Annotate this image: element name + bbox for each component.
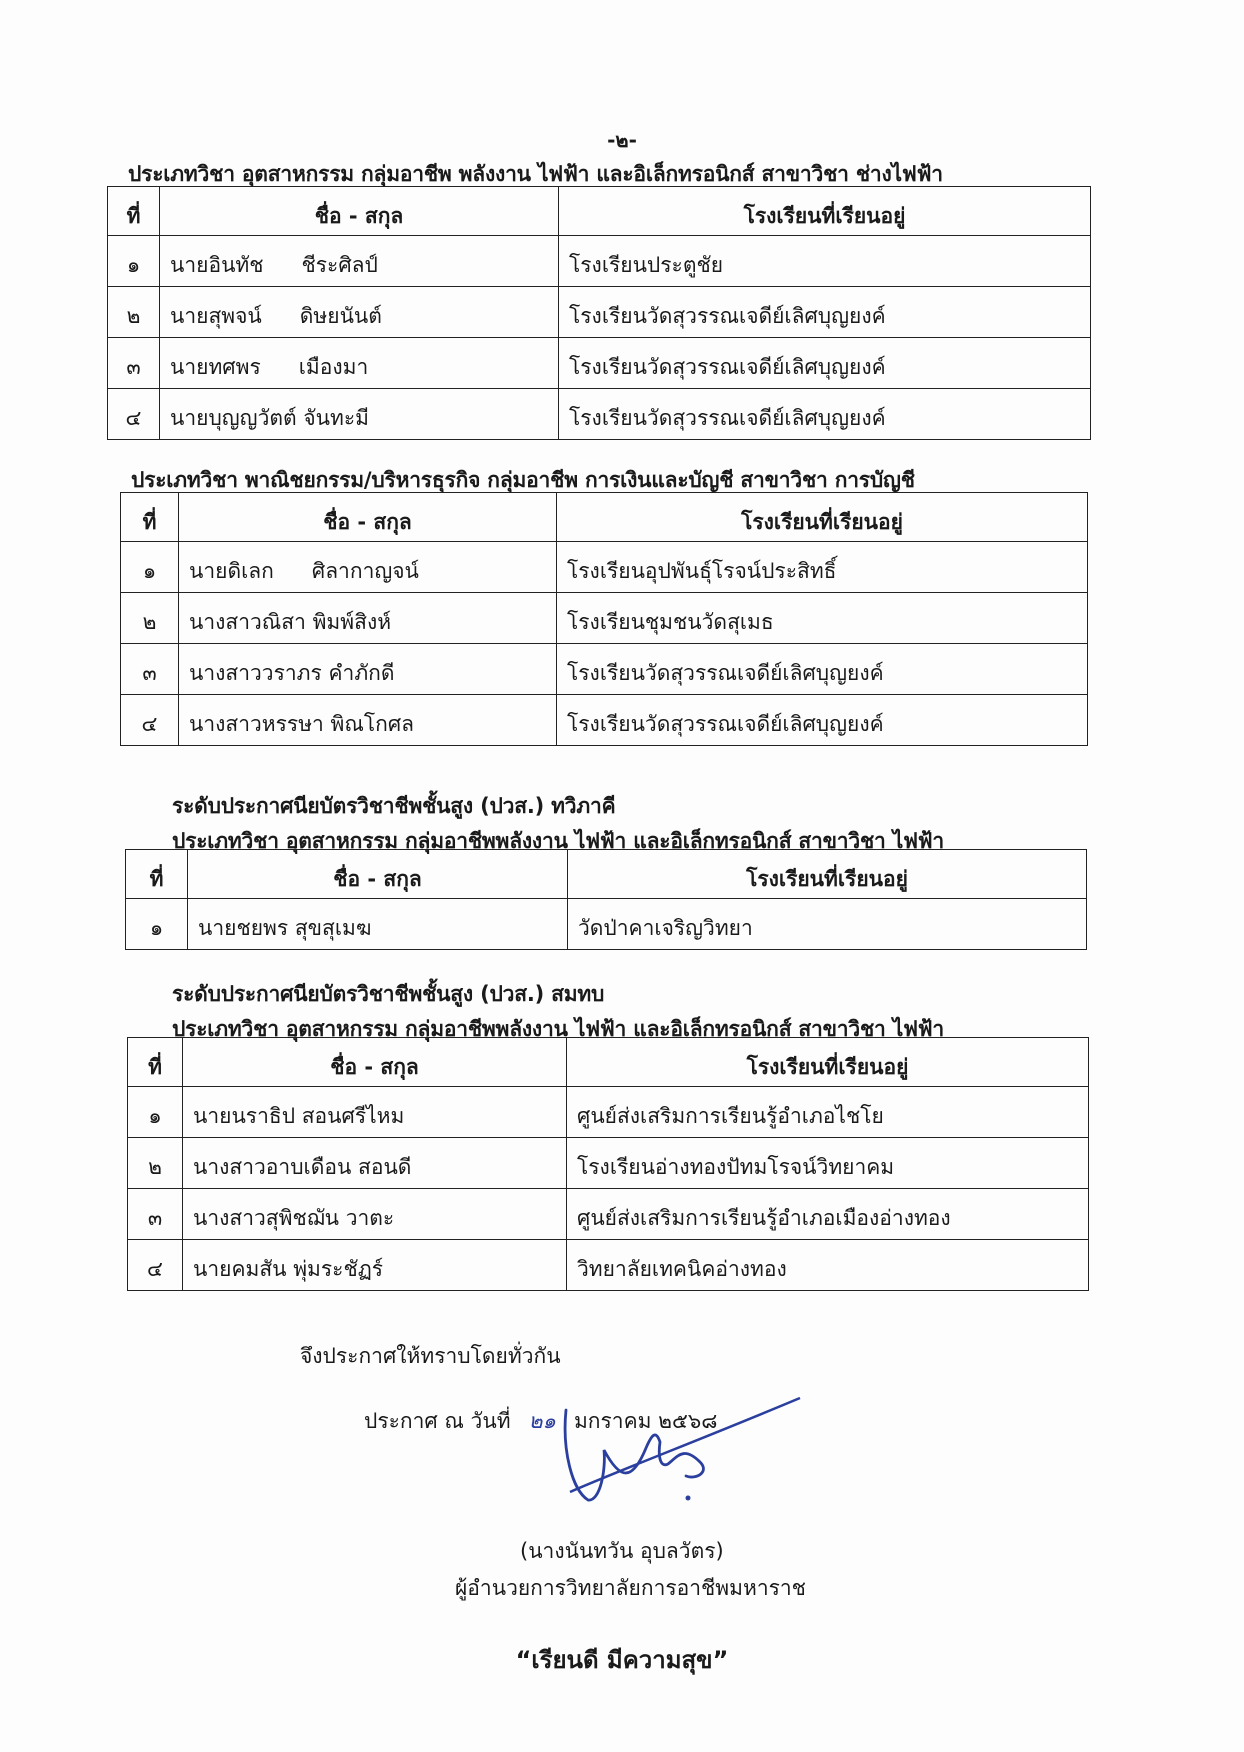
row-no: ๑ [108, 236, 160, 287]
row-no: ๑ [128, 1087, 183, 1138]
table-header-row [128, 1038, 1089, 1087]
first-name: นายชยพร [198, 916, 289, 940]
signer-position: ผู้อำนวยการวิทยาลัยการอาชีพมหาราช [455, 1576, 806, 1600]
col-name-header: ชื่อ - สกุล [188, 850, 568, 899]
table-row [128, 1240, 1089, 1291]
first-name: นายคมสัน [193, 1257, 287, 1281]
col-name-header: ชื่อ - สกุล [160, 187, 559, 236]
row-no: ๔ [128, 1240, 183, 1291]
col-no-header: ที่ [128, 1038, 183, 1087]
last-name: ศิลากาญจน์ [311, 559, 419, 583]
date-year: ๒๕๖๘ [658, 1409, 718, 1433]
last-name: เมืองมา [298, 355, 369, 379]
last-name: สุขสุเมฆ [294, 916, 372, 940]
col-school-header: โรงเรียนที่เรียนอยู่ [568, 850, 1087, 899]
table-header-row [108, 187, 1091, 236]
motto: “เรียนดี มีความสุข” [515, 1646, 729, 1674]
announcement-text: จึงประกาศให้ทราบโดยทั่วกัน [300, 1344, 561, 1368]
row-name [183, 1138, 567, 1189]
row-no: ๒ [128, 1138, 183, 1189]
date-day: ๒๑ [528, 1409, 556, 1433]
last-name: ชีระศิลป์ [301, 253, 378, 277]
row-school: โรงเรียนวัดสุวรรณเจดีย์เลิศบุญยงค์ [559, 338, 1091, 389]
date-month: มกราคม [573, 1409, 652, 1433]
row-name [183, 1087, 567, 1138]
last-name: จันทะมี [303, 406, 369, 430]
last-name: วาตะ [345, 1206, 395, 1230]
row-name [183, 1240, 567, 1291]
row-name [160, 389, 559, 440]
row-school: โรงเรียนอ่างทองปัทมโรจน์วิทยาคม [567, 1138, 1089, 1189]
col-school-header: โรงเรียนที่เรียนอยู่ [567, 1038, 1089, 1087]
row-school: โรงเรียนอุปพันธุ์โรจน์ประสิทธิ์ [557, 542, 1088, 593]
row-no: ๑ [126, 899, 188, 950]
first-name: นางสาววราภร [189, 661, 322, 685]
row-name [179, 593, 557, 644]
row-name [179, 644, 557, 695]
last-name: พุ่มระชัฏร์ [293, 1257, 384, 1281]
last-name: ดิษยนันต์ [299, 304, 382, 328]
first-name: นางสาวอาบเดือน [193, 1155, 352, 1179]
row-school: ศูนย์ส่งเสริมการเรียนรู้อำเภอเมืองอ่างทอง [567, 1189, 1089, 1240]
table-header-row [121, 493, 1088, 542]
section-3-level: ระดับประกาศนียบัตรวิชาชีพชั้นสูง (ปวส.) ทวิภาคี [172, 794, 616, 818]
row-school: โรงเรียนวัดสุวรรณเจดีย์เลิศบุญยงค์ [557, 695, 1088, 746]
row-name [188, 899, 568, 950]
date-prefix: ประกาศ ณ วันที่ [364, 1409, 511, 1433]
table-row [108, 287, 1091, 338]
col-name-header: ชื่อ - สกุล [179, 493, 557, 542]
table-row [108, 338, 1091, 389]
row-no: ๑ [121, 542, 179, 593]
row-no: ๓ [121, 644, 179, 695]
section-1-table [107, 186, 1091, 440]
row-name [160, 338, 559, 389]
row-school: ศูนย์ส่งเสริมการเรียนรู้อำเภอไชโย [567, 1087, 1089, 1138]
first-name: นางสาวณิสา [189, 610, 306, 634]
first-name: นายดิเลก [189, 559, 274, 583]
first-name: นายนราธิป [193, 1104, 296, 1128]
table-row [108, 236, 1091, 287]
table-row [108, 389, 1091, 440]
col-school-header: โรงเรียนที่เรียนอยู่ [557, 493, 1088, 542]
last-name: คำภักดี [328, 661, 395, 685]
row-no: ๔ [108, 389, 160, 440]
last-name: สอนดี [358, 1155, 412, 1179]
row-no: ๒ [108, 287, 160, 338]
row-school: โรงเรียนประตูชัย [559, 236, 1091, 287]
col-school-header: โรงเรียนที่เรียนอยู่ [559, 187, 1091, 236]
table-row [121, 542, 1088, 593]
row-no: ๓ [128, 1189, 183, 1240]
table-row [128, 1138, 1089, 1189]
row-school: วิทยาลัยเทคนิคอ่างทอง [567, 1240, 1089, 1291]
signer-name: (นางนันทวัน อุบลวัตร) [520, 1539, 724, 1563]
section-4-table [127, 1037, 1089, 1291]
row-school: โรงเรียนวัดสุวรรณเจดีย์เลิศบุญยงค์ [557, 644, 1088, 695]
table-header-row [126, 850, 1087, 899]
first-name: นายทศพร [170, 355, 261, 379]
col-no-header: ที่ [108, 187, 160, 236]
table-row [121, 593, 1088, 644]
section-3-heading: ประเภทวิชา อุตสาหกรรม กลุ่มอาชีพพลังงาน ไฟฟ้า และอิเล็กทรอนิกส์ สาขาวิชา ไฟฟ้า [172, 829, 945, 853]
table-row [128, 1189, 1089, 1240]
section-1-heading: ประเภทวิชา อุตสาหกรรม กลุ่มอาชีพ พลังงาน ไฟฟ้า และอิเล็กทรอนิกส์ สาขาวิชา ช่างไฟฟ้า [128, 162, 943, 186]
section-2-table [120, 492, 1088, 746]
page-number: -๒- [607, 128, 637, 152]
first-name: นายอินทัช [170, 253, 264, 277]
first-name: นางสาวหรรษา [189, 712, 324, 736]
row-school: โรงเรียนชุมชนวัดสุเมธ [557, 593, 1088, 644]
row-name [160, 287, 559, 338]
row-name [160, 236, 559, 287]
table-row [121, 644, 1088, 695]
table-row [121, 695, 1088, 746]
row-school: โรงเรียนวัดสุวรรณเจดีย์เลิศบุญยงค์ [559, 389, 1091, 440]
last-name: พิณโกศล [330, 712, 415, 736]
section-3-table [125, 849, 1087, 950]
section-4-heading: ประเภทวิชา อุตสาหกรรม กลุ่มอาชีพพลังงาน ไฟฟ้า และอิเล็กทรอนิกส์ สาขาวิชา ไฟฟ้า [172, 1017, 945, 1041]
first-name: นางสาวสุพิชฌัน [193, 1206, 340, 1230]
section-4-level: ระดับประกาศนียบัตรวิชาชีพชั้นสูง (ปวส.) สมทบ [172, 982, 605, 1006]
first-name: นายสุพจน์ [170, 304, 262, 328]
first-name: นายบุญญวัตต์ [170, 406, 297, 430]
row-school: โรงเรียนวัดสุวรรณเจดีย์เลิศบุญยงค์ [559, 287, 1091, 338]
row-name [179, 542, 557, 593]
section-2-heading: ประเภทวิชา พาณิชยกรรม/บริหารธุรกิจ กลุ่มอาชีพ การเงินและบัญชี สาขาวิชา การบัญชี [131, 468, 915, 492]
row-no: ๔ [121, 695, 179, 746]
signature-mark [560, 1390, 810, 1540]
col-name-header: ชื่อ - สกุล [183, 1038, 567, 1087]
row-name [183, 1189, 567, 1240]
table-row [128, 1087, 1089, 1138]
row-no: ๒ [121, 593, 179, 644]
col-no-header: ที่ [126, 850, 188, 899]
col-no-header: ที่ [121, 493, 179, 542]
last-name: สอนศรีไหม [301, 1104, 405, 1128]
row-no: ๓ [108, 338, 160, 389]
row-school: วัดป่าคาเจริญวิทยา [568, 899, 1087, 950]
last-name: พิมพ์สิงห์ [312, 610, 392, 634]
table-row [126, 899, 1087, 950]
row-name [179, 695, 557, 746]
